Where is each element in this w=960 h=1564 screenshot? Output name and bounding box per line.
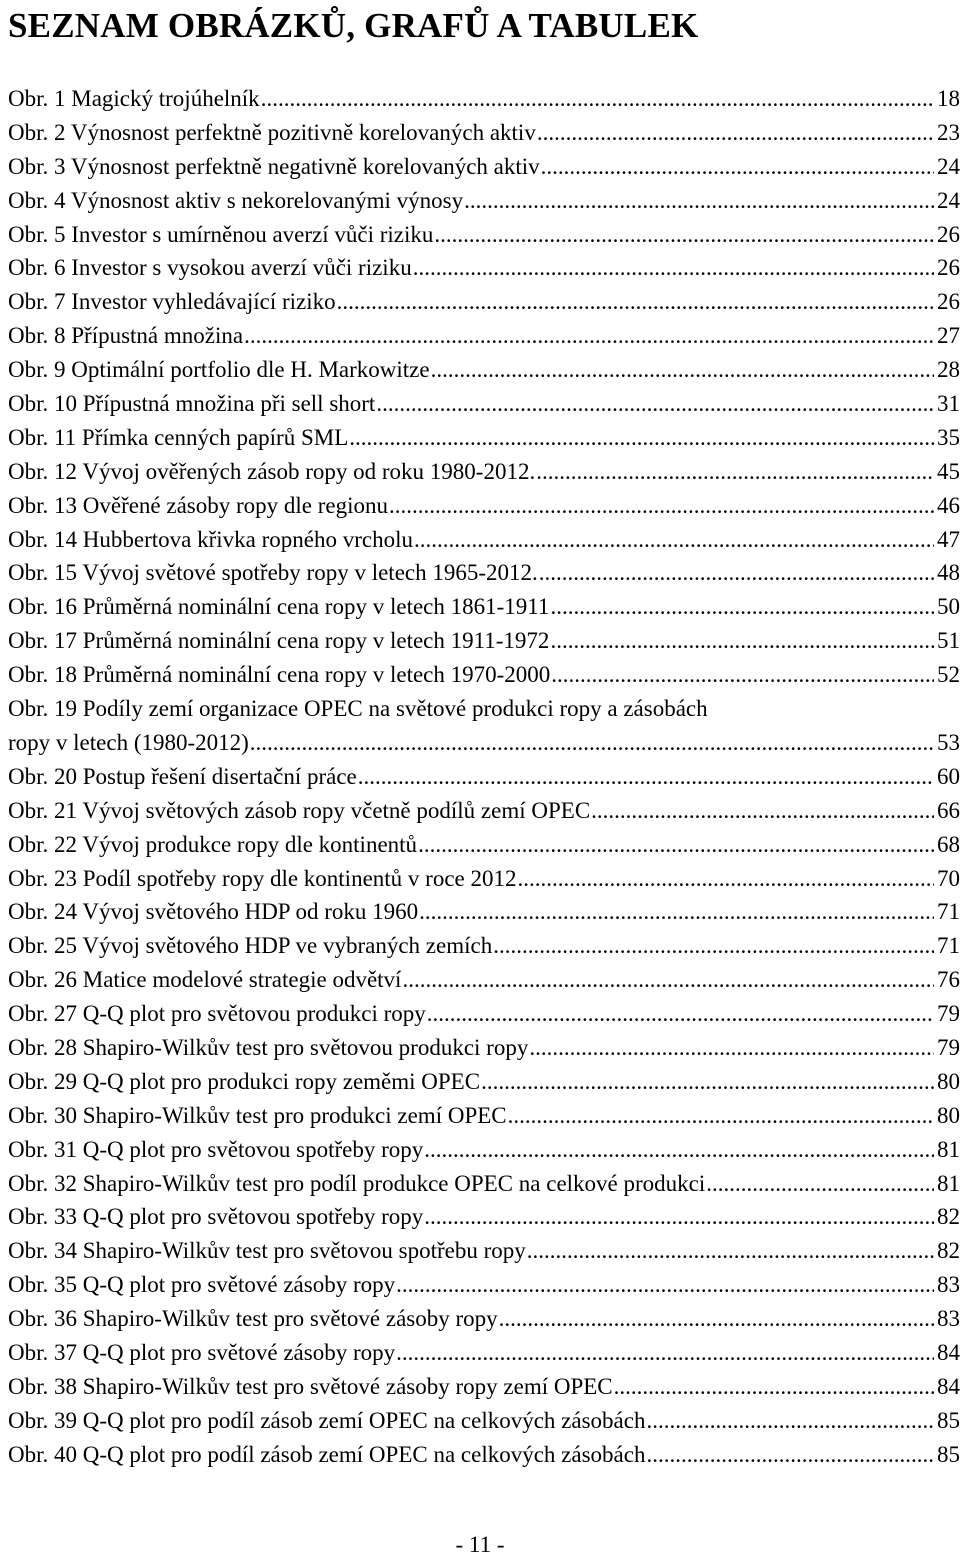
toc-leader-dots	[499, 1302, 934, 1336]
toc-leader-dots	[431, 353, 934, 387]
toc-entry-label: Obr. 33 Q-Q plot pro světovou spotřeby ropy	[8, 1204, 424, 1230]
toc-entry-page: 53	[937, 729, 960, 755]
toc-entry[interactable]	[8, 1099, 960, 1133]
toc-leader-dots	[389, 489, 934, 523]
toc-leader-dots	[396, 1336, 934, 1370]
toc-entry-page: 80	[937, 1102, 960, 1128]
toc-entry-page: 79	[937, 1001, 960, 1027]
toc-entry-label: Obr. 20 Postup řešení disertační práce	[8, 763, 357, 789]
toc-entry-page: 79	[937, 1034, 960, 1060]
toc-entry-label: Obr. 28 Shapiro-Wilkův test pro světovou produkci ropy	[8, 1034, 529, 1060]
toc-entry-label: Obr. 4 Výnosnost aktiv s nekorelovanými výnosy	[8, 187, 464, 213]
toc-entry-label: Obr. 2 Výnosnost perfektně pozitivně korelovaných aktiv	[8, 119, 536, 145]
toc-entry-page: 83	[937, 1272, 960, 1298]
toc-entry-label: Obr. 39 Q-Q plot pro podíl zásob zemí OPEC na celkových zásobách	[8, 1407, 646, 1433]
toc-entry-label: Obr. 37 Q-Q plot pro světové zásoby ropy	[8, 1339, 396, 1365]
toc-entry-label: Obr. 13 Ověřené zásoby ropy dle regionu	[8, 492, 389, 518]
toc-leader-dots	[337, 285, 934, 319]
toc-entry[interactable]	[8, 1302, 960, 1336]
toc-entry-label: Obr. 38 Shapiro-Wilkův test pro světové zásoby ropy zemí OPEC	[8, 1373, 613, 1399]
toc-leader-dots	[550, 624, 934, 658]
toc-entry[interactable]	[8, 1234, 960, 1268]
toc-leader-dots	[434, 218, 934, 252]
toc-leader-dots	[349, 421, 934, 455]
toc-leader-dots	[424, 1200, 934, 1234]
toc-leader-dots	[414, 523, 934, 557]
page-number: - 11 -	[455, 1532, 505, 1557]
toc-leader-dots	[358, 760, 934, 794]
toc-entry-page: 82	[937, 1238, 960, 1264]
toc-entry[interactable]	[8, 150, 960, 184]
toc-leader-dots	[527, 1234, 934, 1268]
toc-leader-dots	[518, 862, 935, 896]
toc-entry-page: 66	[937, 797, 960, 823]
toc-entry[interactable]	[8, 929, 960, 963]
toc-entry[interactable]	[8, 963, 960, 997]
toc-leader-dots	[427, 997, 934, 1031]
toc-leader-dots	[396, 1268, 934, 1302]
toc-entry-label-line1: Obr. 19 Podíly zemí organizace OPEC na světové produkci ropy a zásobách	[8, 696, 708, 722]
toc-entry-page: 26	[937, 221, 960, 247]
toc-leader-dots	[413, 251, 934, 285]
toc-entry-label: Obr. 30 Shapiro-Wilkův test pro produkci zemí OPEC	[8, 1102, 507, 1128]
toc-entry[interactable]	[8, 862, 960, 896]
toc-leader-dots	[591, 794, 934, 828]
toc-entry-page: 18	[937, 86, 960, 111]
toc-entry-label: Obr. 29 Q-Q plot pro produkci ropy zeměmi OPEC	[8, 1068, 481, 1094]
toc-entry[interactable]	[8, 387, 960, 421]
toc-entry-page: 81	[937, 1170, 960, 1196]
toc-entry[interactable]	[8, 285, 960, 319]
toc-entry-page: 76	[937, 967, 960, 993]
toc-entry-page: 70	[937, 865, 960, 891]
toc-leader-dots	[481, 1065, 934, 1099]
toc-entry[interactable]	[8, 794, 960, 828]
toc-entry-page: 31	[937, 391, 960, 417]
toc-entry-label: Obr. 34 Shapiro-Wilkův test pro světovou spotřebu ropy	[8, 1238, 526, 1264]
toc-entry-page: 26	[937, 289, 960, 315]
toc-leader-dots	[706, 1167, 934, 1201]
toc-leader-dots	[550, 590, 934, 624]
toc-entry-label: Obr. 40 Q-Q plot pro podíl zásob zemí OPEC na celkových zásobách	[8, 1441, 646, 1467]
toc-entry-page: 71	[937, 933, 960, 959]
toc-entry[interactable]	[8, 1031, 960, 1065]
toc-leader-dots	[418, 828, 934, 862]
toc-entry-label: Obr. 6 Investor s vysokou averzí vůči riziku	[8, 255, 412, 281]
toc-entry-label: Obr. 11 Přímka cenných papírů SML	[8, 424, 349, 450]
toc-leader-dots	[551, 658, 934, 692]
toc-entry[interactable]	[8, 1200, 960, 1234]
toc-leader-dots	[646, 1404, 934, 1438]
toc-leader-dots	[646, 1438, 934, 1472]
toc-entry-page: 24	[937, 153, 960, 179]
table-of-figures	[8, 82, 960, 1472]
toc-entry-label: Obr. 35 Q-Q plot pro světové zásoby ropy	[8, 1272, 396, 1298]
toc-entry-label: Obr. 26 Matice modelové strategie odvětví	[8, 967, 402, 993]
toc-entry[interactable]	[8, 556, 960, 590]
page-title: SEZNAM OBRÁZKŮ, GRAFŮ A TABULEK	[8, 6, 699, 45]
toc-leader-dots	[261, 82, 934, 116]
toc-entry[interactable]	[8, 218, 960, 252]
toc-entry-label: Obr. 36 Shapiro-Wilkův test pro světové zásoby ropy	[8, 1306, 498, 1332]
toc-entry-label: Obr. 25 Vývoj světového HDP ve vybraných zemích	[8, 933, 493, 959]
toc-entry-page: 47	[937, 526, 960, 552]
toc-entry-label: Obr. 22 Vývoj produkce ropy dle kontinentů	[8, 831, 418, 857]
toc-entry[interactable]	[8, 1133, 960, 1167]
toc-entry[interactable]	[8, 1336, 960, 1370]
toc-leader-dots	[493, 929, 934, 963]
toc-entry-page: 84	[937, 1373, 960, 1399]
toc-entry-label: Obr. 18 Průměrná nominální cena ropy v letech 1970-2000	[8, 662, 551, 688]
toc-entry[interactable]	[8, 523, 960, 557]
toc-entry-label: Obr. 24 Vývoj světového HDP od roku 1960	[8, 899, 419, 925]
toc-entry-page: 48	[937, 560, 960, 586]
toc-entry-page: 23	[937, 119, 960, 145]
toc-entry-page: 82	[937, 1204, 960, 1230]
toc-entry[interactable]	[8, 997, 960, 1031]
toc-leader-dots	[508, 1099, 934, 1133]
toc-entry-page: 80	[937, 1068, 960, 1094]
toc-entry-page: 28	[937, 357, 960, 383]
toc-entry[interactable]	[8, 1268, 960, 1302]
toc-entry-page: 85	[937, 1407, 960, 1433]
toc-entry-page: 27	[937, 323, 960, 349]
toc-entry[interactable]	[8, 1065, 960, 1099]
toc-entry-label-line2: ropy v letech (1980-2012)	[8, 729, 249, 755]
toc-entry[interactable]	[8, 489, 960, 523]
toc-entry[interactable]	[8, 895, 960, 929]
toc-leader-dots	[376, 387, 934, 421]
toc-entry-label: Obr. 17 Průměrná nominální cena ropy v letech 1911-1972	[8, 628, 550, 654]
toc-entry-page: 60	[937, 763, 960, 789]
toc-entry-line2	[8, 726, 960, 760]
toc-entry-label: Obr. 21 Vývoj světových zásob ropy včetně podílů zemí OPEC	[8, 797, 591, 823]
toc-entry-label: Obr. 23 Podíl spotřeby ropy dle kontinentů v roce 2012	[8, 865, 517, 891]
toc-entry-label: Obr. 12 Vývoj ověřených zásob ropy od roku 1980-2012.	[8, 458, 536, 484]
toc-entry[interactable]	[8, 828, 960, 862]
toc-entry[interactable]	[8, 658, 960, 692]
toc-entry[interactable]	[8, 421, 960, 455]
toc-entry-page: 35	[937, 424, 960, 450]
toc-entry[interactable]	[8, 1438, 960, 1472]
toc-entry-page: 45	[937, 458, 960, 484]
toc-entry[interactable]	[8, 319, 960, 353]
toc-entry[interactable]	[8, 624, 960, 658]
toc-leader-dots	[536, 455, 934, 489]
toc-entry-page: 52	[937, 662, 960, 688]
toc-entry-label: Obr. 31 Q-Q plot pro světovou spotřeby ropy	[8, 1136, 424, 1162]
toc-leader-dots	[529, 1031, 934, 1065]
toc-entry[interactable]	[8, 1370, 960, 1404]
toc-entry-label: Obr. 9 Optimální portfolio dle H. Markowitze	[8, 357, 430, 383]
toc-entry[interactable]	[8, 184, 960, 218]
toc-leader-dots	[250, 726, 934, 760]
toc-entry[interactable]	[8, 353, 960, 387]
toc-leader-dots	[402, 963, 934, 997]
toc-leader-dots	[614, 1370, 934, 1404]
toc-entry-page: 85	[937, 1441, 960, 1467]
toc-entry-label: Obr. 1 Magický trojúhelník	[8, 86, 260, 111]
toc-entry[interactable]	[8, 82, 960, 116]
toc-entry[interactable]	[8, 590, 960, 624]
toc-entry-label: Obr. 15 Vývoj světové spotřeby ropy v letech 1965-2012.	[8, 560, 538, 586]
toc-entry-page: 81	[937, 1136, 960, 1162]
toc-entry[interactable]	[8, 1404, 960, 1438]
toc-entry-multiline[interactable]	[8, 692, 960, 760]
toc-entry-label: Obr. 7 Investor vyhledávající riziko	[8, 289, 336, 315]
toc-entry-page: 46	[937, 492, 960, 518]
toc-entry-label: Obr. 5 Investor s umírněnou averzí vůči riziku	[8, 221, 434, 247]
toc-leader-dots	[539, 556, 934, 590]
toc-leader-dots	[537, 116, 934, 150]
toc-entry-page: 68	[937, 831, 960, 857]
toc-leader-dots	[419, 895, 934, 929]
toc-leader-dots	[244, 319, 934, 353]
toc-entry[interactable]	[8, 251, 960, 285]
toc-entry[interactable]	[8, 116, 960, 150]
toc-entry-label: Obr. 14 Hubbertova křivka ropného vrcholu	[8, 526, 413, 552]
toc-entry-page: 24	[937, 187, 960, 213]
toc-entry[interactable]	[8, 455, 960, 489]
toc-entry-label: Obr. 32 Shapiro-Wilkův test pro podíl produkce OPEC na celkové produkci	[8, 1170, 706, 1196]
toc-leader-dots	[424, 1133, 934, 1167]
toc-entry-label: Obr. 8 Přípustná množina	[8, 323, 244, 349]
toc-entry-label: Obr. 27 Q-Q plot pro světovou produkci ropy	[8, 1001, 426, 1027]
toc-entry-page: 50	[937, 594, 960, 620]
toc-entry-page: 84	[937, 1339, 960, 1365]
toc-entry[interactable]	[8, 760, 960, 794]
toc-leader-dots	[541, 150, 934, 184]
toc-entry-page: 26	[937, 255, 960, 281]
toc-leader-dots	[464, 184, 934, 218]
toc-entry-label: Obr. 10 Přípustná množina při sell short	[8, 391, 376, 417]
toc-entry[interactable]	[8, 1167, 960, 1201]
toc-entry-label: Obr. 16 Průměrná nominální cena ropy v letech 1861-1911	[8, 594, 550, 620]
toc-entry-page: 51	[937, 628, 960, 654]
toc-entry-page: 83	[937, 1306, 960, 1332]
toc-entry-label: Obr. 3 Výnosnost perfektně negativně korelovaných aktiv	[8, 153, 540, 179]
toc-entry-page: 71	[937, 899, 960, 925]
